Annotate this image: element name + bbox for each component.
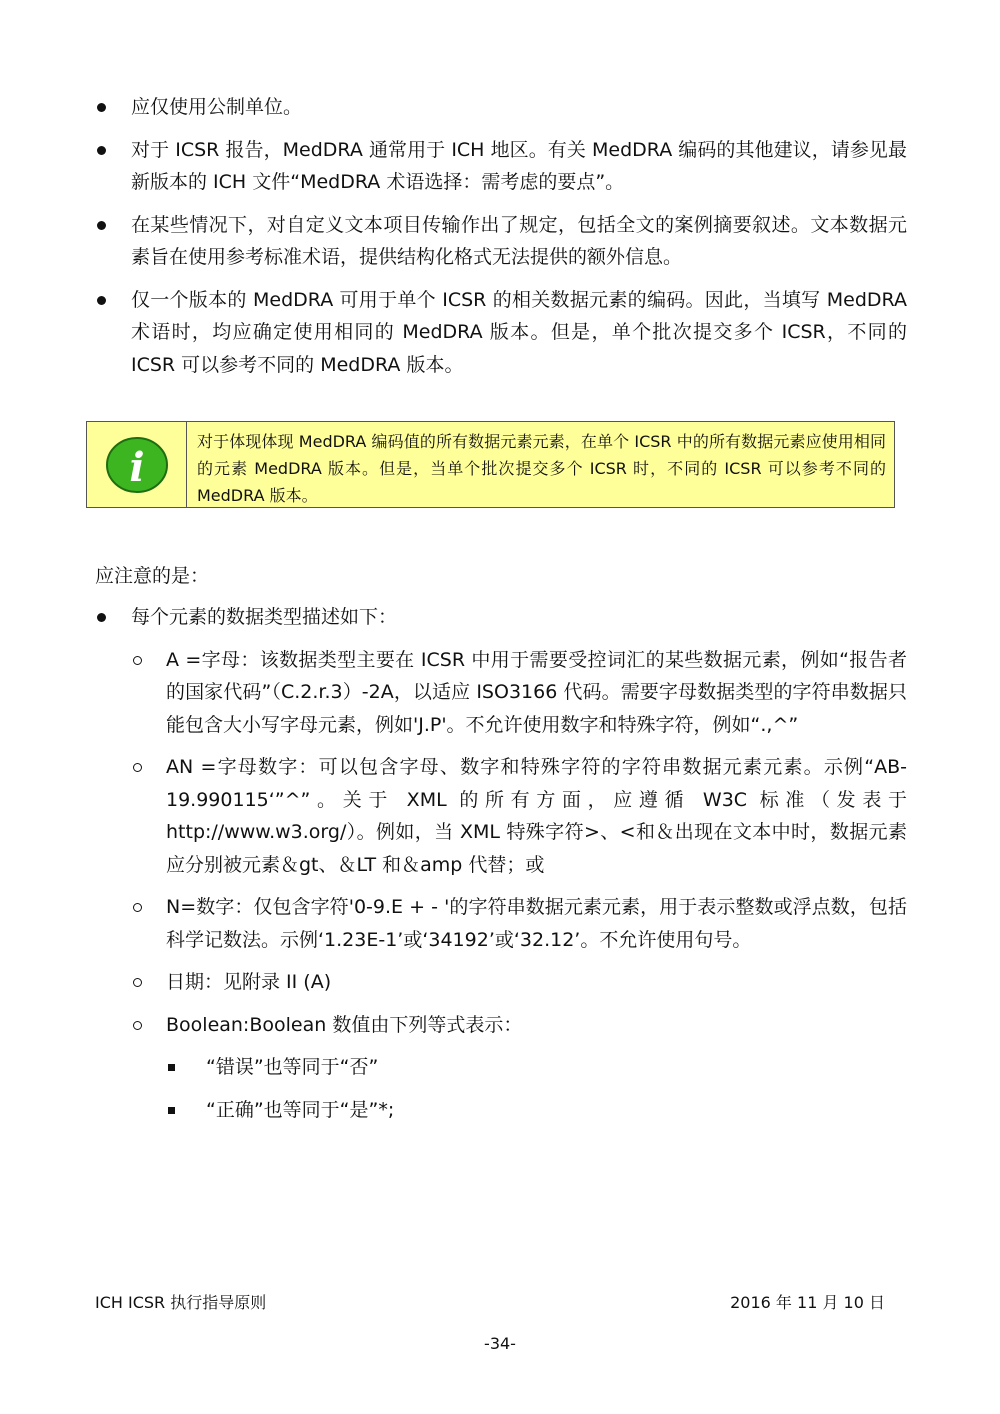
boolean-list-item	[166, 1094, 907, 1127]
sub-list-item	[131, 891, 907, 956]
footer-document-title: ICH ICSR 执行指导原则	[95, 1293, 267, 1312]
list-item-text: 每个元素的数据类型描述如下：	[131, 606, 398, 628]
list-item-text: 应仅使用公制单位。	[131, 96, 303, 118]
sub-list-item-text: A =字母：该数据类型主要在 ICSR 中用于需要受控词汇的某些数据元素，例如“报告者的国家代码”（C.2.r.3）-2A，以适应 ISO3166 代码。需要字母数据类型的字符串数据只能包含大小写字母元素，例如'J.P'。不允许使用数字和特殊字符，例如“.,^”	[166, 648, 907, 736]
boolean-item-text: “正确”也等同于“是”*;	[206, 1098, 395, 1121]
list-item	[95, 601, 907, 1126]
bullet-icon	[97, 296, 106, 305]
list-item-text: 对于 ICSR 报告，MedDRA 通常用于 ICH 地区。有关 MedDRA 编码的其他建议，请参见最新版本的 ICH 文件“MedDRA 术语选择：需考虑的要点”。	[131, 138, 907, 193]
page-number: -34-	[484, 1334, 516, 1353]
info-icon-cell	[87, 422, 187, 507]
bullet-icon	[97, 221, 106, 230]
sub-list-item	[131, 751, 907, 881]
sub-list-item	[131, 966, 907, 999]
boolean-list	[166, 1051, 907, 1126]
info-note-text: 对于体现体现 MedDRA 编码值的所有数据元素元素，在单个 ICSR 中的所有数据元素应使用相同的元素 MedDRA 版本。但是，当单个批次提交多个 ICSR 时，不同的 ICSR 可以参考不同的 MedDRA 版本。	[197, 432, 886, 505]
boolean-list-item	[166, 1051, 907, 1084]
info-icon	[105, 436, 169, 494]
list-item	[95, 91, 907, 124]
sub-list-item-text: AN =字母数字：可以包含字母、数字和特殊字符的字符串数据元素元素。示例“AB-19.990115‘”^”。关于 XML 的所有方面，应遵循 W3C 标准（发表于 http://www.w3.org/）。例如，当 XML 特殊字符>、<和＆出现在文本中时，数据元素应分别被元素＆gt、＆LT 和＆amp 代替；或	[166, 756, 907, 876]
bullet-icon	[97, 146, 106, 155]
sub-list-item	[131, 1009, 907, 1127]
square-bullet-icon	[168, 1064, 175, 1071]
circle-bullet-icon	[133, 903, 142, 912]
data-types-list	[95, 601, 907, 1136]
info-note-box	[86, 421, 895, 508]
list-item-text: 仅一个版本的 MedDRA 可用于单个 ICSR 的相关数据元素的编码。因此，当填写 MedDRA 术语时，均应确定使用相同的 MedDRA 版本。但是，单个批次提交多个 ICSR，不同的 ICSR 可以参考不同的 MedDRA 版本。	[131, 288, 907, 376]
section-note-title: 应注意的是：	[95, 565, 210, 587]
list-item-text: 在某些情况下，对自定义文本项目传输作出了规定，包括全文的案例摘要叙述。文本数据元素旨在使用参考标准术语，提供结构化格式无法提供的额外信息。	[131, 213, 907, 268]
circle-bullet-icon	[133, 656, 142, 665]
info-icon-letter: i	[128, 443, 145, 491]
top-bullet-list	[95, 91, 907, 391]
bullet-icon	[97, 613, 106, 622]
footer-date: 2016 年 11 月 10 日	[730, 1293, 885, 1312]
list-item	[95, 134, 907, 199]
boolean-item-text: “错误”也等同于“否”	[206, 1056, 379, 1078]
sub-list	[131, 644, 907, 1127]
list-item	[95, 209, 907, 274]
square-bullet-icon	[168, 1107, 175, 1114]
list-item	[95, 284, 907, 382]
circle-bullet-icon	[133, 978, 142, 987]
sub-list-item-text: Boolean:Boolean 数值由下列等式表示：	[166, 1013, 523, 1036]
circle-bullet-icon	[133, 763, 142, 772]
sub-list-item-text: N=数字：仅包含字符'0-9.E + - '的字符串数据元素元素，用于表示整数或浮点数，包括科学记数法。示例‘1.23E-1’或‘34192’或‘32.12’。不允许使用句号。	[166, 896, 907, 951]
bullet-icon	[97, 103, 106, 112]
sub-list-item-text: 日期：见附录 II (A)	[166, 971, 332, 993]
sub-list-item	[131, 644, 907, 742]
circle-bullet-icon	[133, 1021, 142, 1030]
